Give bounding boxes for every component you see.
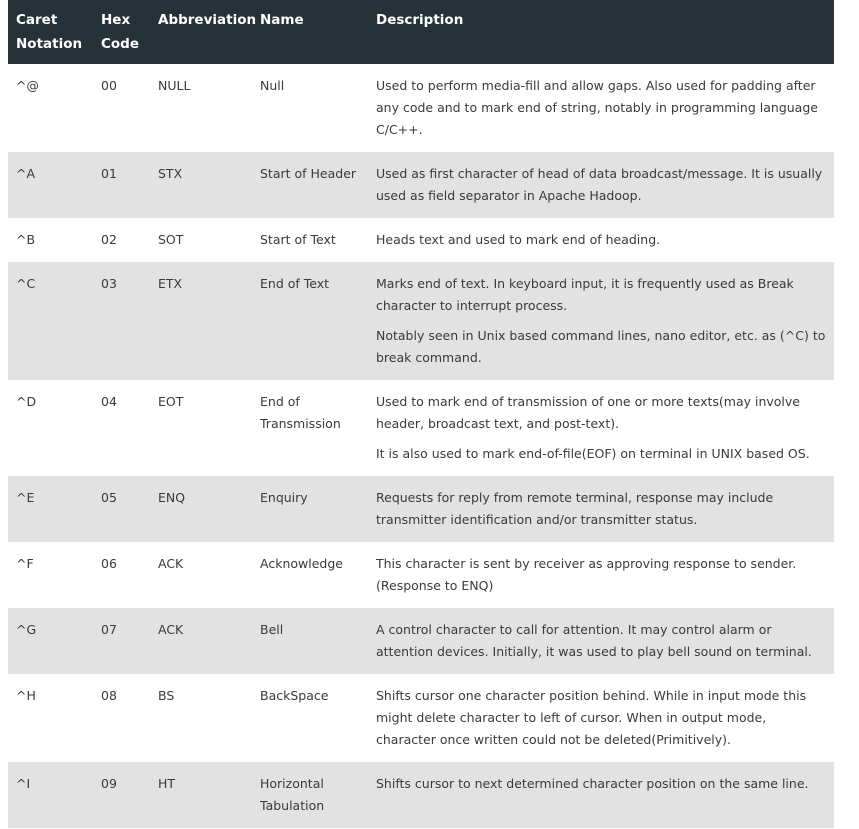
cell-caret-notation: ^I (8, 762, 93, 828)
cell-hex-code: 09 (93, 762, 150, 828)
header-row (8, 0, 834, 64)
cell-caret-notation: ^H (8, 674, 93, 762)
table-row (8, 218, 834, 262)
description-paragraph: Used to mark end of transmission of one or more texts(may involve header, broadcast text, and post-text). (376, 394, 800, 431)
description-paragraph: Requests for reply from remote terminal, response may include transmitter identification and/or transmitter status. (376, 490, 774, 527)
cell-description (368, 218, 834, 262)
table-body (8, 64, 834, 828)
cell-description (368, 542, 834, 608)
cell-caret-notation: ^E (8, 476, 93, 542)
cell-abbreviation: NULL (150, 64, 252, 152)
cell-abbreviation: ETX (150, 262, 252, 380)
cell-description (368, 380, 834, 476)
cell-abbreviation: SOT (150, 218, 252, 262)
description-paragraph: Used as first character of head of data broadcast/message. It is usually used as field separator in Apache Hadoop. (376, 166, 823, 203)
cell-hex-code: 06 (93, 542, 150, 608)
description-paragraph: This character is sent by receiver as approving response to sender. (Response to ENQ) (376, 556, 797, 593)
header-abbreviation: Abbreviation (150, 0, 252, 64)
cell-description (368, 64, 834, 152)
cell-name: Null (252, 64, 368, 152)
cell-abbreviation: BS (150, 674, 252, 762)
header-hex-code: Hex Code (93, 0, 150, 64)
table-row (8, 542, 834, 608)
table-row (8, 608, 834, 674)
cell-description (368, 262, 834, 380)
table-row (8, 380, 834, 476)
control-characters-table (8, 0, 834, 828)
cell-description (368, 152, 834, 218)
cell-caret-notation: ^F (8, 542, 93, 608)
cell-abbreviation: HT (150, 762, 252, 828)
cell-caret-notation: ^A (8, 152, 93, 218)
cell-name: Bell (252, 608, 368, 674)
cell-caret-notation: ^C (8, 262, 93, 380)
header-name: Name (252, 0, 368, 64)
cell-hex-code: 01 (93, 152, 150, 218)
cell-hex-code: 02 (93, 218, 150, 262)
table-row (8, 152, 834, 218)
cell-name: Start of Header (252, 152, 368, 218)
cell-caret-notation: ^D (8, 380, 93, 476)
table-row (8, 674, 834, 762)
cell-caret-notation: ^B (8, 218, 93, 262)
description-paragraph: Shifts cursor one character position behind. While in input mode this might delete character to left of cursor. When in output mode, character once written could not be deleted(Primitively). (376, 688, 807, 747)
table-row (8, 64, 834, 152)
cell-hex-code: 05 (93, 476, 150, 542)
cell-name: End of Transmission (252, 380, 368, 476)
cell-abbreviation: ACK (150, 542, 252, 608)
cell-abbreviation: ENQ (150, 476, 252, 542)
description-paragraph: Used to perform media-fill and allow gaps. Also used for padding after any code and to mark end of string, notably in programming language C/C++. (376, 78, 818, 137)
cell-hex-code: 04 (93, 380, 150, 476)
cell-name: Enquiry (252, 476, 368, 542)
cell-name: BackSpace (252, 674, 368, 762)
control-characters-table-container (8, 0, 834, 828)
cell-name: Acknowledge (252, 542, 368, 608)
cell-abbreviation: EOT (150, 380, 252, 476)
cell-hex-code: 07 (93, 608, 150, 674)
description-paragraph: Notably seen in Unix based command lines, nano editor, etc. as (^C) to break command. (376, 328, 826, 365)
cell-caret-notation: ^G (8, 608, 93, 674)
cell-description (368, 762, 834, 828)
cell-description (368, 608, 834, 674)
table-header (8, 0, 834, 64)
cell-hex-code: 08 (93, 674, 150, 762)
cell-name: End of Text (252, 262, 368, 380)
description-paragraph: Shifts cursor to next determined character position on the same line. (376, 776, 809, 791)
cell-hex-code: 03 (93, 262, 150, 380)
cell-caret-notation: ^@ (8, 64, 93, 152)
cell-abbreviation: STX (150, 152, 252, 218)
table-row (8, 476, 834, 542)
description-paragraph: A control character to call for attention. It may control alarm or attention devices. Initially, it was used to play bell sound on terminal. (376, 622, 812, 659)
description-paragraph: Heads text and used to mark end of heading. (376, 232, 661, 247)
cell-name: Start of Text (252, 218, 368, 262)
table-row (8, 262, 834, 380)
cell-name: Horizontal Tabulation (252, 762, 368, 828)
description-paragraph: It is also used to mark end-of-file(EOF) on terminal in UNIX based OS. (376, 446, 810, 461)
cell-description (368, 476, 834, 542)
cell-hex-code: 00 (93, 64, 150, 152)
description-paragraph: Marks end of text. In keyboard input, it is frequently used as Break character to interrupt process. (376, 276, 794, 313)
cell-description (368, 674, 834, 762)
table-row (8, 762, 834, 828)
header-description: Description (368, 0, 834, 64)
cell-abbreviation: ACK (150, 608, 252, 674)
header-caret-notation: Caret Notation (8, 0, 93, 64)
